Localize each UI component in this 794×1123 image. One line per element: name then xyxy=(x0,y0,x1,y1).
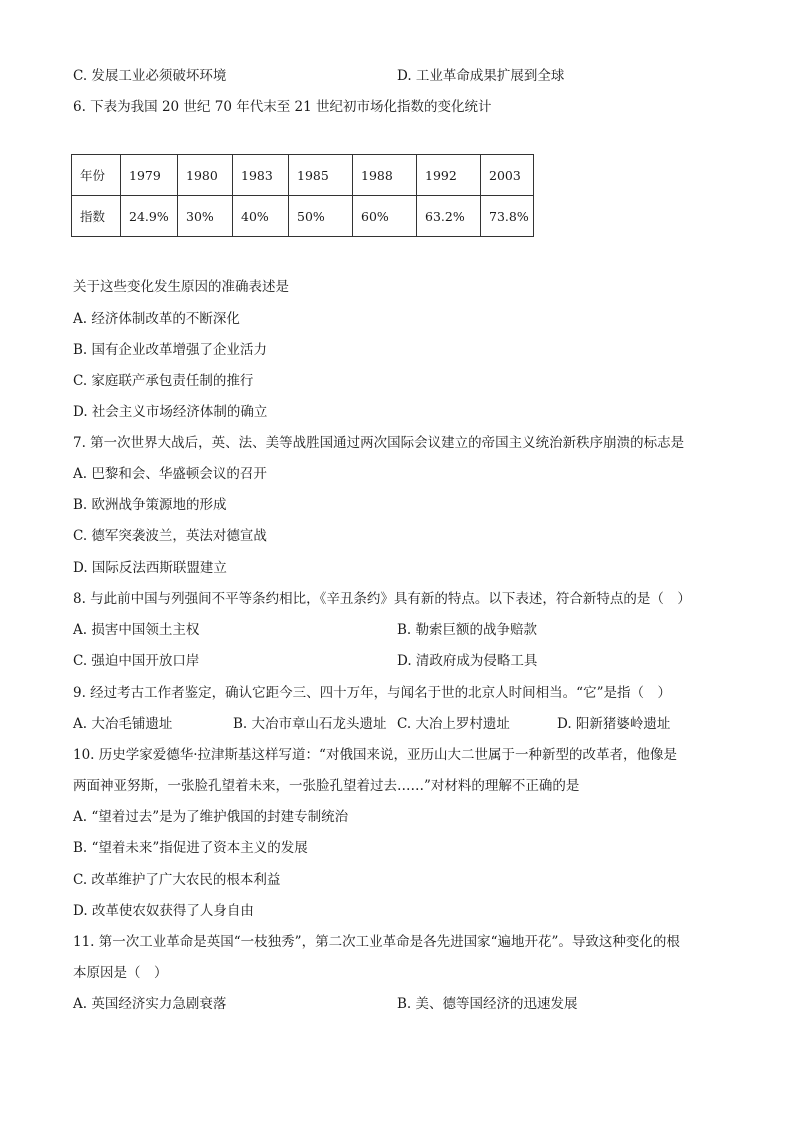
table-cell: 1992 xyxy=(417,155,481,196)
question-6-stem: 关于这些变化发生原因的准确表述是 xyxy=(73,279,289,295)
option-8a: A. 损害中国领土主权 xyxy=(73,622,200,638)
option-10d: D. 改革使农奴获得了人身自由 xyxy=(73,903,254,919)
option-7b: B. 欧洲战争策源地的形成 xyxy=(73,497,227,513)
table-cell: 40% xyxy=(233,196,289,237)
option-6d: D. 社会主义市场经济体制的确立 xyxy=(73,404,268,420)
option-9c: C. 大冶上罗村遗址 xyxy=(397,716,510,732)
option-5c: C. 发展工业必须破坏环境 xyxy=(73,68,227,84)
option-6c: C. 家庭联产承包责任制的推行 xyxy=(73,373,254,389)
option-6b: B. 国有企业改革增强了企业活力 xyxy=(73,342,268,358)
option-8d: D. 清政府成为侵略工具 xyxy=(397,653,538,669)
option-10c: C. 改革维护了广大农民的根本利益 xyxy=(73,872,281,888)
question-11-line-2: 本原因是（ ） xyxy=(73,965,168,981)
table-cell: 2003 xyxy=(481,155,534,196)
table-cell: 指数 xyxy=(72,196,121,237)
question-6: 6. 下表为我国 20 世纪 70 年代末至 21 世纪初市场化指数的变化统计 xyxy=(73,99,492,115)
option-11a: A. 英国经济实力急剧衰落 xyxy=(73,996,227,1012)
table-cell: 60% xyxy=(353,196,417,237)
table-cell: 1985 xyxy=(289,155,353,196)
table-cell: 1988 xyxy=(353,155,417,196)
question-10-line-2: 两面神亚努斯，一张脸孔望着未来，一张脸孔望着过去……”对材料的理解不正确的是 xyxy=(73,778,580,794)
option-8c: C. 强迫中国开放口岸 xyxy=(73,653,200,669)
table-cell: 1980 xyxy=(178,155,233,196)
option-7a: A. 巴黎和会、华盛顿会议的召开 xyxy=(73,466,267,482)
question-8: 8. 与此前中国与列强间不平等条约相比，《辛丑条约》具有新的特点。以下表述，符合新特点的是（ ） xyxy=(73,591,691,607)
table-cell: 50% xyxy=(289,196,353,237)
option-10a: A. “望着过去”是为了维护俄国的封建专制统治 xyxy=(73,809,349,825)
option-11b: B. 美、德等国经济的迅速发展 xyxy=(397,996,578,1012)
option-7d: D. 国际反法西斯联盟建立 xyxy=(73,560,227,576)
table-cell: 73.8% xyxy=(481,196,534,237)
table-row-index xyxy=(72,196,534,237)
table-cell: 24.9% xyxy=(121,196,178,237)
option-7c: C. 德军突袭波兰，英法对德宣战 xyxy=(73,528,267,544)
table-cell: 30% xyxy=(178,196,233,237)
question-7: 7. 第一次世界大战后，英、法、美等战胜国通过两次国际会议建立的帝国主义统治新秩序崩溃的标志是 xyxy=(73,435,685,451)
option-8b: B. 勒索巨额的战争赔款 xyxy=(397,622,538,638)
market-index-table xyxy=(71,154,534,237)
table-cell: 1979 xyxy=(121,155,178,196)
question-11-line-1: 11. 第一次工业革命是英国“一枝独秀”，第二次工业革命是各先进国家“遍地开花”。导致这种变化的根 xyxy=(73,934,680,950)
table-row-year xyxy=(72,155,534,196)
option-5d: D. 工业革命成果扩展到全球 xyxy=(397,68,565,84)
table-cell: 1983 xyxy=(233,155,289,196)
table-cell: 年份 xyxy=(72,155,121,196)
table-cell: 63.2% xyxy=(417,196,481,237)
option-9d: D. 阳新猪婆岭遗址 xyxy=(557,716,671,732)
question-10-line-1: 10. 历史学家爱德华·拉津斯基这样写道：“对俄国来说，亚历山大二世属于一种新型的改革者，他像是 xyxy=(73,747,677,763)
option-9a: A. 大冶毛铺遗址 xyxy=(73,716,173,732)
option-9b: B. 大冶市章山石龙头遗址 xyxy=(233,716,387,732)
question-9: 9. 经过考古工作者鉴定，确认它距今三、四十万年，与闻名于世的北京人时间相当。“它”是指（ ） xyxy=(73,685,671,701)
option-6a: A. 经济体制改革的不断深化 xyxy=(73,311,240,327)
option-10b: B. “望着未来”指促进了资本主义的发展 xyxy=(73,840,308,856)
